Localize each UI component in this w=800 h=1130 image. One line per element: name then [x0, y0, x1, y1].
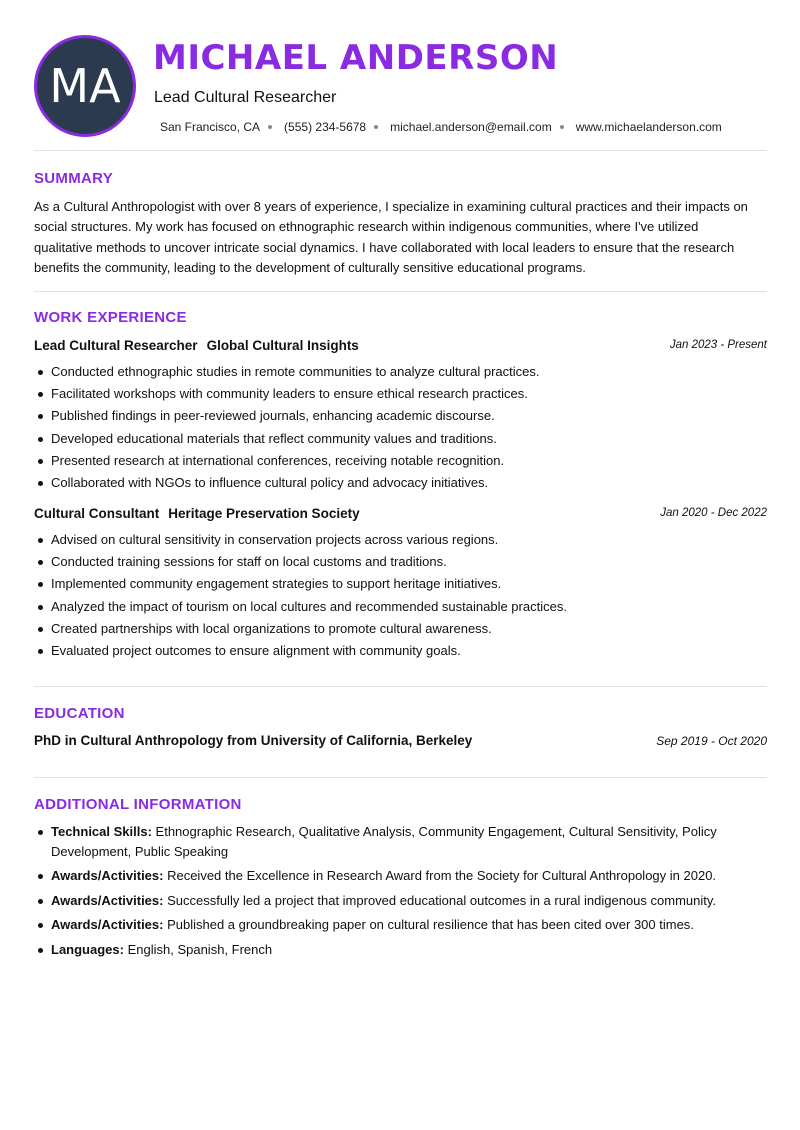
- list-item: Presented research at international conferences, receiving notable recognition.: [34, 450, 767, 472]
- separator-dot: [560, 125, 564, 129]
- additional-info-heading: ADDITIONAL INFORMATION: [34, 796, 242, 813]
- list-item: [34, 940, 767, 960]
- item-label: Technical Skills:: [51, 824, 152, 839]
- contact-line: [160, 120, 722, 134]
- education-entry: [34, 733, 767, 748]
- item-text: English, Spanish, French: [123, 941, 273, 957]
- item-label: Awards/Activities:: [51, 892, 164, 908]
- list-item: Evaluated project outcomes to ensure alignment with community goals.: [34, 640, 767, 662]
- summary-heading: SUMMARY: [34, 170, 114, 187]
- item-label: Languages:: [51, 941, 124, 957]
- list-item: Advised on cultural sensitivity in conservation projects across various regions.: [34, 529, 767, 551]
- work-experience-heading: WORK EXPERIENCE: [34, 309, 187, 326]
- additional-info-list: [34, 822, 767, 964]
- avatar-initials: MA: [49, 59, 121, 113]
- item-label: Awards/Activities:: [51, 917, 164, 932]
- list-item: [34, 866, 767, 886]
- job-header: [34, 338, 767, 356]
- list-item: Implemented community engagement strategies to support heritage initiatives.: [34, 573, 767, 595]
- job-company: Heritage Preservation Society: [168, 506, 360, 521]
- separator-dot: [268, 125, 272, 129]
- list-item: Collaborated with NGOs to influence cultural policy and advocacy initiatives.: [34, 472, 767, 494]
- candidate-title: Lead Cultural Researcher: [154, 89, 337, 106]
- item-text: Successfully led a project that improved educational outcomes in a rural indigenous community.: [163, 892, 717, 908]
- candidate-name: MICHAEL ANDERSON: [153, 38, 559, 78]
- education-heading: EDUCATION: [34, 705, 125, 722]
- job-role: Lead Cultural Researcher: [34, 338, 198, 353]
- job-company: Global Cultural Insights: [206, 338, 359, 353]
- education-degree: PhD in Cultural Anthropology from University of California, Berkeley: [34, 733, 473, 748]
- item-text: Published a groundbreaking paper on cultural resilience that has been cited over 300 times.: [163, 917, 694, 932]
- list-item: Conducted ethnographic studies in remote communities to analyze cultural practices.: [34, 361, 767, 383]
- item-text: Received the Excellence in Research Award from the Society for Cultural Anthropology in 2020.: [163, 868, 717, 883]
- list-item: Published findings in peer-reviewed journals, enhancing academic discourse.: [34, 405, 767, 427]
- list-item: [34, 915, 767, 935]
- job-bullets: [34, 529, 767, 662]
- divider: [34, 686, 767, 687]
- contact-phone: (555) 234-5678: [284, 120, 367, 134]
- list-item: Created partnerships with local organizations to promote cultural awareness.: [34, 618, 767, 640]
- list-item: Facilitated workshops with community leaders to ensure ethical research practices.: [34, 383, 767, 405]
- divider: [34, 291, 767, 292]
- contact-email[interactable]: michael.anderson@email.com: [390, 120, 552, 134]
- separator-dot: [374, 125, 378, 129]
- job-header: [34, 506, 767, 524]
- job-bullets: [34, 361, 767, 494]
- item-label: Awards/Activities:: [51, 868, 164, 883]
- contact-location: San Francisco, CA: [160, 120, 261, 134]
- job-role: Cultural Consultant: [34, 506, 160, 521]
- job-dates: Jan 2020 - Dec 2022: [660, 507, 767, 519]
- avatar: [34, 35, 136, 137]
- list-item: Analyzed the impact of tourism on local cultures and recommended sustainable practices.: [34, 596, 767, 618]
- education-dates: Sep 2019 - Oct 2020: [656, 734, 767, 748]
- contact-website[interactable]: www.michaelanderson.com: [575, 120, 722, 134]
- list-item: [34, 891, 767, 911]
- divider: [34, 150, 767, 151]
- divider: [34, 777, 767, 778]
- list-item: Developed educational materials that reflect community values and traditions.: [34, 428, 767, 450]
- item-text: Ethnographic Research, Qualitative Analysis, Community Engagement, Cultural Sensitivity, Policy Development, Public Speaking: [51, 824, 717, 859]
- list-item: [34, 822, 767, 861]
- job-dates: Jan 2023 - Present: [669, 339, 767, 351]
- summary-text: As a Cultural Anthropologist with over 8 years of experience, I specialize in examining cultural practices and their impacts on social structures. My work has focused on ethnographic research within indigenous communities, where I've utilized qualitative methods to uncover intricate social dynamics. I have collaborated with local leaders to ensure that the research benefits the community, leading to the development of culturally sensitive educational programs.: [34, 199, 748, 275]
- list-item: Conducted training sessions for staff on local customs and traditions.: [34, 551, 767, 573]
